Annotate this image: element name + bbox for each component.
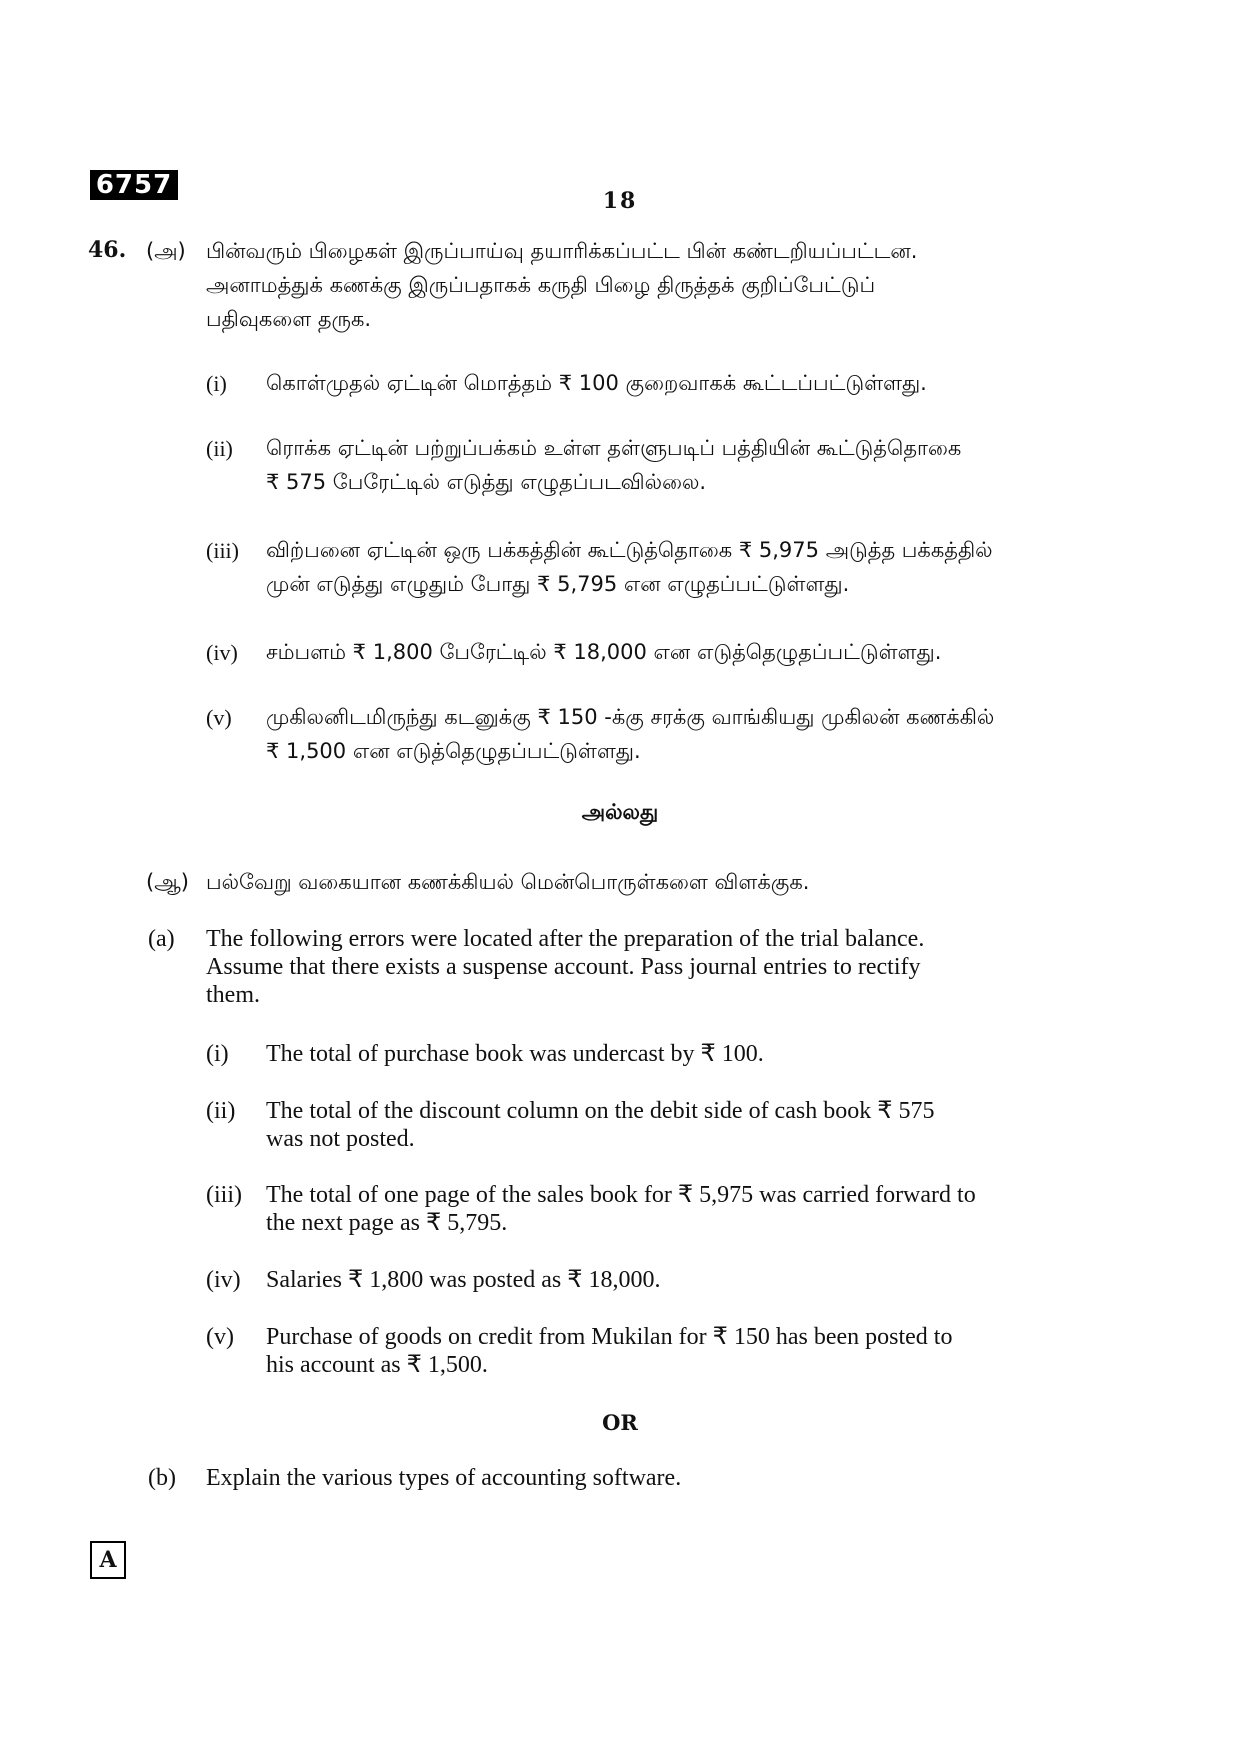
english-part-b-label: (b) bbox=[148, 1465, 176, 1491]
tamil-item-line: முகிலனிடமிருந்து கடனுக்கு ₹ 150 -க்கு சரக்கு வாங்கியது முகிலன் கணக்கில் bbox=[266, 705, 995, 729]
tamil-part-a-label: (அ) bbox=[146, 239, 186, 263]
english-part-a-label: (a) bbox=[148, 926, 175, 952]
english-item-line: the next page as ₹ 5,795. bbox=[266, 1210, 508, 1236]
paper-code-badge: 6757 bbox=[90, 170, 178, 200]
tamil-item-text bbox=[266, 533, 1100, 601]
english-instruction-line: Assume that there exists a suspense account. Pass journal entries to rectify bbox=[206, 954, 921, 980]
english-item-text bbox=[266, 1181, 1100, 1237]
english-item-label: (i) bbox=[206, 1041, 229, 1067]
tamil-instruction-line: பின்வரும் பிழைகள் இருப்பாய்வு தயாரிக்கப்பட்ட பின் கண்டறியப்பட்டன. bbox=[206, 239, 918, 263]
english-item-label: (v) bbox=[206, 1324, 234, 1350]
tamil-item-label: (ii) bbox=[206, 436, 233, 461]
tamil-item-label: (iii) bbox=[206, 538, 239, 563]
english-item-label: (iv) bbox=[206, 1267, 241, 1293]
question-number: 46. bbox=[88, 237, 127, 263]
tamil-item-label: (v) bbox=[206, 705, 232, 730]
tamil-item-line: கொள்முதல் ஏட்டின் மொத்தம் ₹ 100 குறைவாகக் கூட்டப்பட்டுள்ளது. bbox=[266, 371, 927, 395]
english-item-line: Salaries ₹ 1,800 was posted as ₹ 18,000. bbox=[266, 1267, 661, 1293]
tamil-part-b-text: பல்வேறு வகையான கணக்கியல் மென்பொருள்களை விளக்குக. bbox=[206, 870, 810, 894]
english-item-text bbox=[266, 1040, 1100, 1068]
tamil-item-text bbox=[266, 635, 1100, 669]
english-item-label: (iii) bbox=[206, 1182, 242, 1208]
tamil-item-line: விற்பனை ஏட்டின் ஒரு பக்கத்தின் கூட்டுத்தொகை ₹ 5,975 அடுத்த பக்கத்தில் bbox=[266, 538, 993, 562]
english-item-text bbox=[266, 1097, 1100, 1153]
tamil-or-divider: அல்லது bbox=[581, 800, 659, 824]
tamil-item-text bbox=[266, 431, 1100, 499]
page-number: 18 bbox=[602, 188, 638, 214]
tamil-part-a-instruction bbox=[206, 234, 1100, 336]
tamil-instruction-line: பதிவுகளை தருக. bbox=[206, 307, 372, 331]
tamil-item-label: (iv) bbox=[206, 640, 238, 665]
tamil-item-line: ரொக்க ஏட்டின் பற்றுப்பக்கம் உள்ள தள்ளுபடிப் பத்தியின் கூட்டுத்தொகை bbox=[266, 436, 962, 460]
english-part-a-instruction bbox=[206, 925, 1100, 1009]
english-instruction-line: The following errors were located after the preparation of the trial balance. bbox=[206, 926, 925, 952]
english-item-line: The total of purchase book was undercast by ₹ 100. bbox=[266, 1041, 764, 1067]
tamil-item-text bbox=[266, 700, 1100, 768]
english-instruction-line: them. bbox=[206, 982, 260, 1008]
tamil-item-line: முன் எடுத்து எழுதும் போது ₹ 5,795 என எழுதப்பட்டுள்ளது. bbox=[266, 572, 850, 596]
version-box: A bbox=[90, 1541, 126, 1579]
tamil-item-line: ₹ 575 பேரேட்டில் எடுத்து எழுதப்படவில்லை. bbox=[266, 470, 707, 494]
tamil-item-line: சம்பளம் ₹ 1,800 பேரேட்டில் ₹ 18,000 என எடுத்தெழுதப்பட்டுள்ளது. bbox=[266, 640, 942, 664]
english-item-line: The total of one page of the sales book for ₹ 5,975 was carried forward to bbox=[266, 1182, 976, 1208]
english-item-text bbox=[266, 1266, 1100, 1294]
english-item-label: (ii) bbox=[206, 1098, 236, 1124]
tamil-instruction-line: அனாமத்துக் கணக்கு இருப்பதாகக் கருதி பிழை திருத்தக் குறிப்பேட்டுப் bbox=[206, 273, 876, 297]
english-item-line: his account as ₹ 1,500. bbox=[266, 1352, 488, 1378]
tamil-part-b-label: (ஆ) bbox=[146, 870, 189, 894]
english-item-text bbox=[266, 1323, 1100, 1379]
tamil-item-line: ₹ 1,500 என எடுத்தெழுதப்பட்டுள்ளது. bbox=[266, 739, 641, 763]
english-item-line: was not posted. bbox=[266, 1126, 415, 1152]
english-or-divider: OR bbox=[602, 1410, 638, 1435]
english-item-line: Purchase of goods on credit from Mukilan for ₹ 150 has been posted to bbox=[266, 1324, 953, 1350]
english-item-line: The total of the discount column on the debit side of cash book ₹ 575 bbox=[266, 1098, 935, 1124]
tamil-item-text bbox=[266, 366, 1100, 400]
tamil-item-label: (i) bbox=[206, 371, 227, 396]
english-part-b-text: Explain the various types of accounting software. bbox=[206, 1465, 682, 1491]
